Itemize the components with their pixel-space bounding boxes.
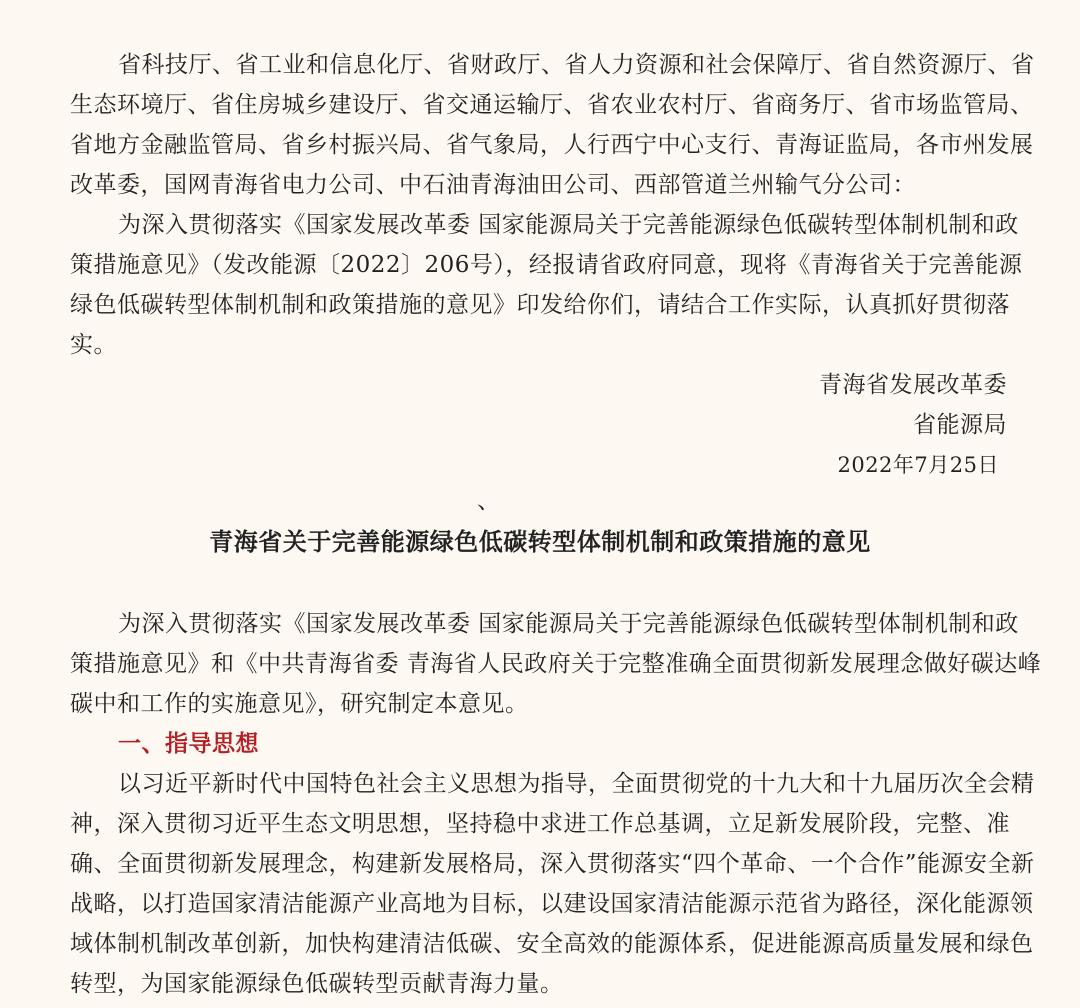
addressees-line: 省科技厅、省工业和信息化厅、省财政厅、省人力资源和社会保障厅、省自然资源厅、省 <box>118 52 1035 78</box>
section-line: 确、全面贯彻新发展理念，构建新发展格局，深入贯彻落实“四个革命、一个合作”能源安全新 <box>70 851 1035 877</box>
signature-date: 2022年7月25日 <box>837 453 999 477</box>
preamble-line: 策措施意见》和《中共青海省委 青海省人民政府关于完整准确全面贯彻新发展理念做好碳达峰 <box>70 651 1042 677</box>
notice-line: 为深入贯彻落实《国家发展改革委 国家能源局关于完善能源绿色低碳转型体制机制和政 <box>118 212 1019 238</box>
preamble-paragraph <box>70 604 1042 724</box>
section-heading-guiding-ideology: 一、指导思想 <box>118 730 259 757</box>
addressees-line: 改革委，国网青海省电力公司、中石油青海油田公司、西部管道兰州输气分公司： <box>70 172 916 198</box>
guiding-ideology-paragraph <box>70 764 1035 1004</box>
preamble-line: 为深入贯彻落实《国家发展改革委 国家能源局关于完善能源绿色低碳转型体制机制和政 <box>118 611 1019 637</box>
addressees-line: 省地方金融监管局、省乡村振兴局、省气象局，人行西宁中心支行、青海证监局，各市州发展 <box>70 132 1034 158</box>
notice-line: 绿色低碳转型体制机制和政策措施的意见》印发给你们，请结合工作实际，认真抓好贯彻落 <box>70 292 1010 318</box>
section-line: 转型，为国家能源绿色低碳转型贡献青海力量。 <box>70 971 564 997</box>
signature-block <box>819 365 1007 485</box>
section-line: 战略，以打造国家清洁能源产业高地为目标，以建设国家清洁能源示范省为路径，深化能源领 <box>70 891 1034 917</box>
section-line: 以习近平新时代中国特色社会主义思想为指导，全面贯彻党的十九大和十九届历次全会精 <box>118 771 1035 797</box>
signature-org-ndrc: 青海省发展改革委 <box>819 372 1007 398</box>
stray-punctuation-mark: 、 <box>477 488 500 514</box>
document-title: 青海省关于完善能源绿色低碳转型体制机制和政策措施的意见 <box>209 527 871 556</box>
document-body <box>70 604 1042 1004</box>
notice-line: 策措施意见》（发改能源〔2022〕206号），经报请省政府同意，现将《青海省关于完善能源 <box>70 252 1023 278</box>
section-line: 域体制机制改革创新，加快构建清洁低碳、安全高效的能源体系，促进能源高质量发展和绿色 <box>70 931 1034 957</box>
addressees-paragraph <box>70 45 1035 205</box>
addressees-line: 生态环境厅、省住房城乡建设厅、省交通运输厅、省农业农村厅、省商务厅、省市场监管局、 <box>70 92 1034 118</box>
signature-org-energy-bureau: 省能源局 <box>913 412 1007 438</box>
notice-paragraph <box>70 205 1023 365</box>
section-line: 神，深入贯彻习近平生态文明思想，坚持稳中求进工作总基调，立足新发展阶段，完整、准 <box>70 811 1010 837</box>
notice-line: 实。 <box>70 332 117 358</box>
preamble-line: 碳中和工作的实施意见》，研究制定本意见。 <box>70 691 529 717</box>
